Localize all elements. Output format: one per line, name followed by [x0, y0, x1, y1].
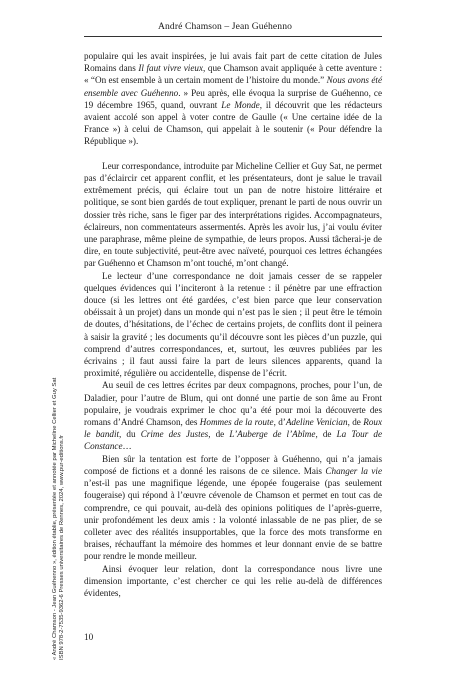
italic-title-text: Changer la vie: [325, 465, 383, 476]
paragraph-text: …: [122, 441, 132, 452]
italic-title-text: Adeline Venician: [285, 417, 348, 428]
page-number: 10: [84, 632, 94, 642]
side-credit: [52, 160, 67, 660]
paragraph-text: , que Chamson avait appliquée à cette aventure : « “On est ensemble à un certain moment de l’histoire du monde.”: [84, 63, 383, 86]
paragraph-3: [84, 270, 382, 380]
paragraph-text: Leur correspondance, introduite par Micheline Cellier et Guy Sat, ne permet pas d’éclaircir cet apparent conflit, et les présentateurs, dont je salue le travail extrêmement précis, qui éclaire tout un pan de notre histoire littéraire et politique, se sont bien gardés de tout expliquer, prenant le parti de nous ouvrir un dossier très riche, sans le figer par des interprétations rigides. Accompagnateurs, éclaireurs, non commentateurs assermentés. Après les avoir lus, j’ai voulu éviter une paraphrase, même pleine de sympathie, de leurs propos. Aussi tâcherai-je de dire, en toute subjectivité, peut-être avec naïveté, pourquoi ces lettres échangées par Guéhenno et Chamson m’ont touché, m’ont changé.: [84, 160, 382, 269]
paragraph-text: populaire qui les avait inspirées, je lui avais fait part de cette citation de Jules Romains dans: [84, 51, 382, 74]
body-text: [84, 50, 382, 599]
paragraph-text: , de: [347, 417, 364, 428]
italic-title-text: L’Auberge de l’Abîme: [229, 429, 316, 440]
paragraph-4: [84, 379, 382, 452]
paragraph-text: Au seuil de ces lettres écrites par deux compagnons, proches, pour l’un, de Daladier, pour l’autre de Blum, qui ont donné une partie de son âme au Front populaire, je voudrais exprimer le choc qu’a été pour moi la découverte des romans d’André Chamson, des: [84, 380, 382, 428]
header-rule: [84, 36, 382, 37]
paragraph-text: , il découvrit que les rédacteurs avaient accolé son appel à voter contre de Gaulle (« Une certaine idée de la France ») à celui de Chamson, qui appelait à le soutenir (« Pour défendre la République »).: [84, 99, 382, 147]
paragraph-text: n’est-il pas une magnifique légende, une épopée fougeraise (pas seulement fougeraise) qui répond à l’œuvre cévenole de Chamson et permet en tout cas de comprendre, ce qui pouvait, au-delà des opinions politiques de l’après-guerre, unir profondément les deux amis : la volonté inlassable de ne pas plier, de se colleter avec des réalités insupportables, que la force des mots transforme en braises, réchauffant la mémoire des hommes et leur donnant envie de se battre pour rendre le monde meilleur.: [84, 478, 382, 562]
paragraph-text: , du: [119, 429, 141, 440]
italic-title-text: La Tour de Constance: [84, 429, 382, 452]
running-head: André Chamson – Jean Guéhenno: [158, 21, 292, 32]
paragraph-1: [84, 50, 382, 148]
paragraph-text: Ainsi évoquer leur relation, dont la correspondance nous livre une dimension importante, c’est chercher ce qui les relie au-delà de différences évidentes,: [84, 563, 382, 598]
italic-title-text: Il faut vivre vieux: [138, 63, 204, 74]
paragraph-text: , d’: [273, 417, 286, 428]
italic-title-text: Crime des Justes: [140, 429, 209, 440]
paragraph-5: [84, 453, 382, 563]
side-credit-line-1: « André Chamson - Jean Guéhenno », édition établie, présentée et annotée par Micheline Cellier et Guy Sat: [52, 377, 58, 660]
side-credit-line-2: ISBN 978-2-7535-9362-6 Presses universitaires de Rennes, 2024, www.pur-editions.fr: [59, 435, 66, 660]
paragraph-text: Le lecteur d’une correspondance ne doit jamais cesser de se rappeler quelques évidences qui l’inciteront à la retenue : il pénètre par une effraction douce (si les lettres ont été gardées, c’est bien parce que leur conservation obéissait à un projet) dans un monde qui n’est pas le sien ; il peut être le témoin de doutes, d’hésitations, de l’échec de certains projets, de conflits dont il peinera à saisir la gravité ; les documents qu’il découvre sont les pièces d’un puzzle, qui comprend d’autres correspondances, et, surtout, les œuvres publiées par les écrivains ; il faut aussi faire la part de leurs silences apparents, quand la proximité, régulière ou accidentelle, dispense de l’écrit.: [84, 270, 382, 379]
paragraph-6: [84, 563, 382, 600]
italic-title-text: Hommes de la route: [199, 417, 274, 428]
paragraph-2: [84, 160, 382, 270]
italic-title-text: Nous avons été ensemble avec Guéhenno: [84, 75, 382, 98]
paragraph-text: , de: [315, 429, 337, 440]
paragraph-text: . » Peu après, elle évoqua la surprise de Guéhenno, ce 19 décembre 1965, quand, ouvrant: [84, 87, 382, 110]
paragraph-text: , de: [208, 429, 230, 440]
paragraph-text: Bien sûr la tentation est forte de l’opposer à Guéhenno, qui n’a jamais composé de fictions et a donné les raisons de ce silence. Mais: [84, 453, 382, 476]
italic-title-text: Roux le bandit: [84, 417, 383, 440]
italic-title-text: Le Monde: [221, 99, 260, 110]
